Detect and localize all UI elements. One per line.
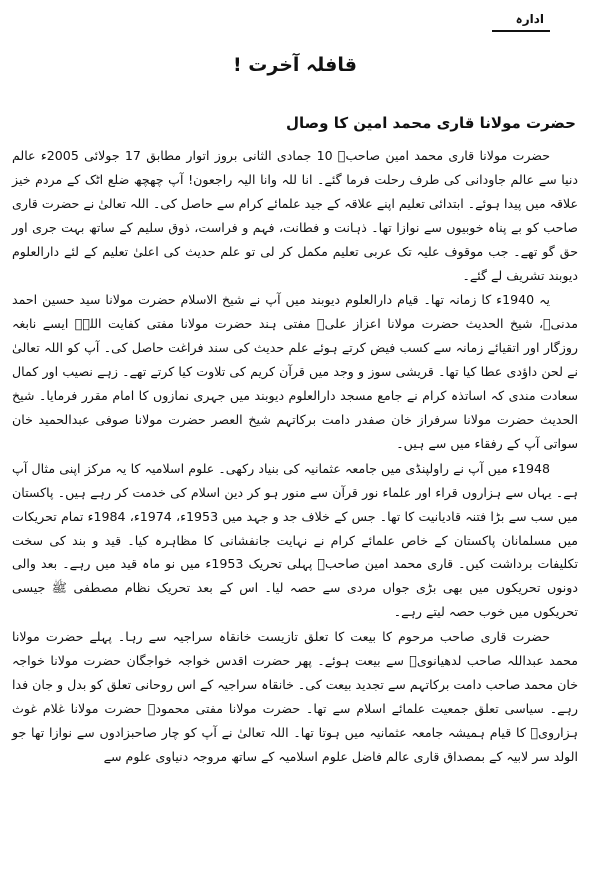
page-title: قافلہ آخرت ! (233, 54, 357, 76)
paragraph: 1948ء میں آپ نے راولپنڈی میں جامعہ عثمانیہ کی بنیاد رکھی۔ علوم اسلامیہ کا یہ مرکز اپنی مثال آپ ہے۔ یہاں سے ہزاروں قراء اور علماء نور قرآن سے منور ہو کر دین اسلام کی خدمت کر رہے ہیں۔ پاکستان میں سب سے بڑا فتنہ قادیانیت کا تھا۔ جس کے خلاف جد و جہد میں 1953ء، 1974ء، 1984ء تمام تحریکات میں مسلمانان پاکستان کے خاص علمائے کرام نے نہایت جانفشانی کا مظاہرہ کیا۔ قید و بند کی سخت تکلیفات برداشت کیں۔ قاری محمد امین صاحبؒ پہلی تحریک 1953ء میں نو ماہ قید میں رہے۔ بعد والی دونوں تحریکوں میں بھی بڑی جواں مردی سے حصہ لیا۔ اس کے بعد تحریک نظام مصطفی ﷺ جیسی تحریکوں میں خوب حصہ لیتے رہے۔ (12, 460, 578, 620)
article-subtitle: حضرت مولانا قاری محمد امین کا وصال (286, 114, 576, 132)
paragraph: حضرت قاری صاحب مرحوم کا بیعت کا تعلق تازیست خانقاہ سراجیہ سے رہا۔ پہلے حضرت مولانا محمد عبداللہ صاحب لدھیانویؒ سے بیعت ہوئے۔ پھر حضرت اقدس خواجہ خواجگان حضرت مولانا خواجہ خان محمد صاحب دامت برکاتہم سے تجدید بیعت کی۔ خانقاہ سراجیہ کے اس روحانی تعلق کو بدل و جان فدا رہے۔ سیاسی تعلق جمعیت علمائے اسلام سے تھا۔ حضرت مولانا مفتی محمودؒ حضرت مولانا غلام غوث ہزارویؒ کا قیام ہمیشہ جامعہ عثمانیہ میں ہوتا تھا۔ اللہ تعالیٰ نے آپ کو چار صاحبزادوں سے نوازا تھا جو الولد سر لابیہ کے بمصداق قاری عالم فاضل علوم اسلامیہ کے ساتھ مروجہ دنیاوی علوم سے (12, 629, 578, 764)
paragraph: حضرت مولانا قاری محمد امین صاحبؒ 10 جمادی الثانی بروز اتوار مطابق 17 جولائی 2005ء عالم دنیا سے عالم جاودانی کی طرف رحلت فرما گئے۔ انا للہ وانا الیہ راجعون! آپ چھچھ ضلع اٹک کے مردم خیز علاقہ میں پیدا ہوئے۔ ابتدائی تعلیم اپنے علاقہ کے جید علمائے کرام سے حاصل کی۔ اللہ تعالیٰ نے حضرت قاری صاحب کو بے پناہ خوبیوں سے نوازا تھا۔ ذہانت و فطانت، فہم و فراست، ذوق سلیم کے ساتھ بہت جری اور حق گو تھے۔ جب موقوف علیہ تک عربی تعلیم مکمل کر لی تو علم حدیث کی اعلیٰ تعلیم کے لئے دارالعلوم دیوبند تشریف لے گئے۔ (12, 148, 578, 283)
paragraph: یہ 1940ء کا زمانہ تھا۔ قیام دارالعلوم دیوبند میں آپ نے شیخ الاسلام حضرت مولانا سید حسین احمد مدنیؒ، شیخ الحدیث حضرت مولانا اعزاز علیؒ مفتی ہند حضرت مولانا مفتی کفایت اللہؒ ایسے نابغہ روزگار اور اتقیائے زمانہ سے کسب فیض کرتے ہوئے علم حدیث کی سند فراغت حاصل کی۔ آپ کو اللہ تعالیٰ نے لحن داؤدی عطا کیا تھا۔ قریشی سوز و وجد میں قرآن کریم کی تلاوت کیا کرتے تھے۔ زہے نصیب اور کمال سعادت مندی کہ اساتذہ کرام نے جامع مسجد دارالعلوم دیوبند میں جہری نمازوں کا امام مقرر فرمایا۔ شیخ الحدیث حضرت مولانا سرفراز خان صفدر دامت برکاتہم شیخ العصر حضرت مولانا صوفی عبدالحمید خان سواتی آپ کے رفقاء میں سے ہیں۔ (12, 292, 578, 451)
article-body (12, 144, 578, 769)
section-label: ادارہ (515, 12, 544, 26)
section-label-underline (492, 30, 550, 32)
